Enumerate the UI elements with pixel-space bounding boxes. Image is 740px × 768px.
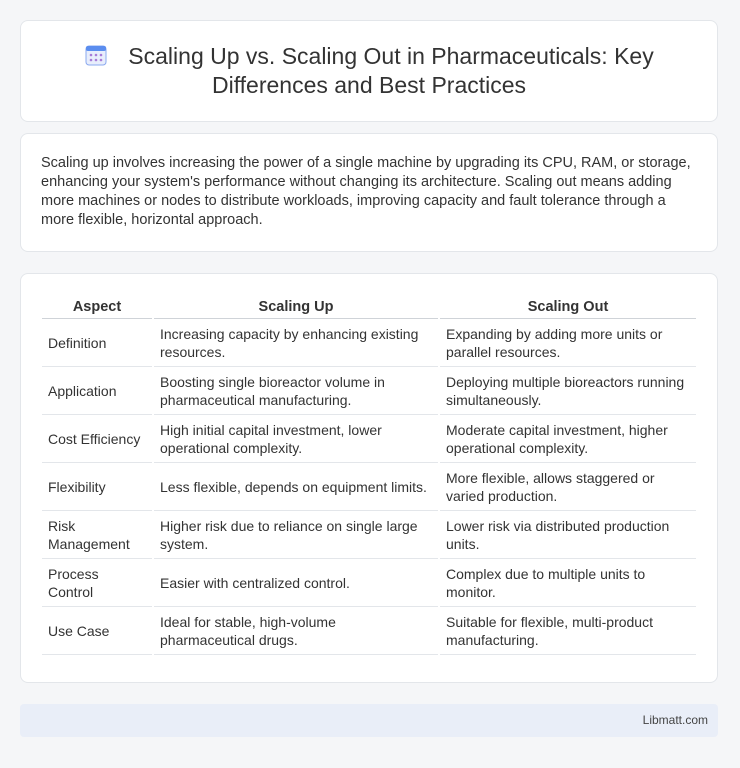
row-scaling-up: Increasing capacity by enhancing existing resources. <box>154 319 438 367</box>
row-aspect: Process Control <box>42 559 152 607</box>
table-row <box>42 463 696 511</box>
row-scaling-up: Higher risk due to reliance on single large system. <box>154 511 438 559</box>
row-aspect: Risk Management <box>42 511 152 559</box>
table-row <box>42 607 696 655</box>
row-scaling-out: Moderate capital investment, higher operational complexity. <box>440 415 696 463</box>
row-scaling-out: Suitable for flexible, multi-product manufacturing. <box>440 607 696 655</box>
intro-text: Scaling up involves increasing the power of a single machine by upgrading its CPU, RAM, or storage, enhancing your system's performance without changing its architecture. Scaling out means adding more machines or nodes to distribute workloads, improving capacity and fault tolerance through a more flexible, horizontal approach. <box>41 155 691 228</box>
row-aspect: Application <box>42 367 152 415</box>
table-row <box>42 415 696 463</box>
page-title: Scaling Up vs. Scaling Out in Pharmaceuticals: Key Differences and Best Practices <box>128 43 654 98</box>
row-aspect: Flexibility <box>42 463 152 511</box>
table-row <box>42 367 696 415</box>
header-scaling-out: Scaling Out <box>440 296 696 319</box>
row-scaling-out: Expanding by adding more units or parallel resources. <box>440 319 696 367</box>
table-row <box>42 511 696 559</box>
table-row <box>42 319 696 367</box>
footer-brand: Libmatt.com <box>642 713 708 727</box>
comparison-table <box>40 296 698 655</box>
table-header-row <box>42 296 696 319</box>
intro-card <box>20 133 718 252</box>
title-card <box>20 20 718 122</box>
row-scaling-up: Less flexible, depends on equipment limits. <box>154 463 438 511</box>
row-aspect: Definition <box>42 319 152 367</box>
row-scaling-out: More flexible, allows staggered or varied production. <box>440 463 696 511</box>
row-scaling-out: Lower risk via distributed production units. <box>440 511 696 559</box>
calendar-icon <box>84 43 108 67</box>
table-row <box>42 559 696 607</box>
page-title-wrap <box>61 42 677 100</box>
row-scaling-up: Ideal for stable, high-volume pharmaceutical drugs. <box>154 607 438 655</box>
row-scaling-out: Complex due to multiple units to monitor. <box>440 559 696 607</box>
row-scaling-up: High initial capital investment, lower operational complexity. <box>154 415 438 463</box>
row-scaling-out: Deploying multiple bioreactors running simultaneously. <box>440 367 696 415</box>
comparison-table-card <box>20 273 718 683</box>
header-aspect: Aspect <box>42 296 152 319</box>
row-scaling-up: Easier with centralized control. <box>154 559 438 607</box>
footer <box>20 704 718 737</box>
row-scaling-up: Boosting single bioreactor volume in pharmaceutical manufacturing. <box>154 367 438 415</box>
header-scaling-up: Scaling Up <box>154 296 438 319</box>
row-aspect: Use Case <box>42 607 152 655</box>
row-aspect: Cost Efficiency <box>42 415 152 463</box>
